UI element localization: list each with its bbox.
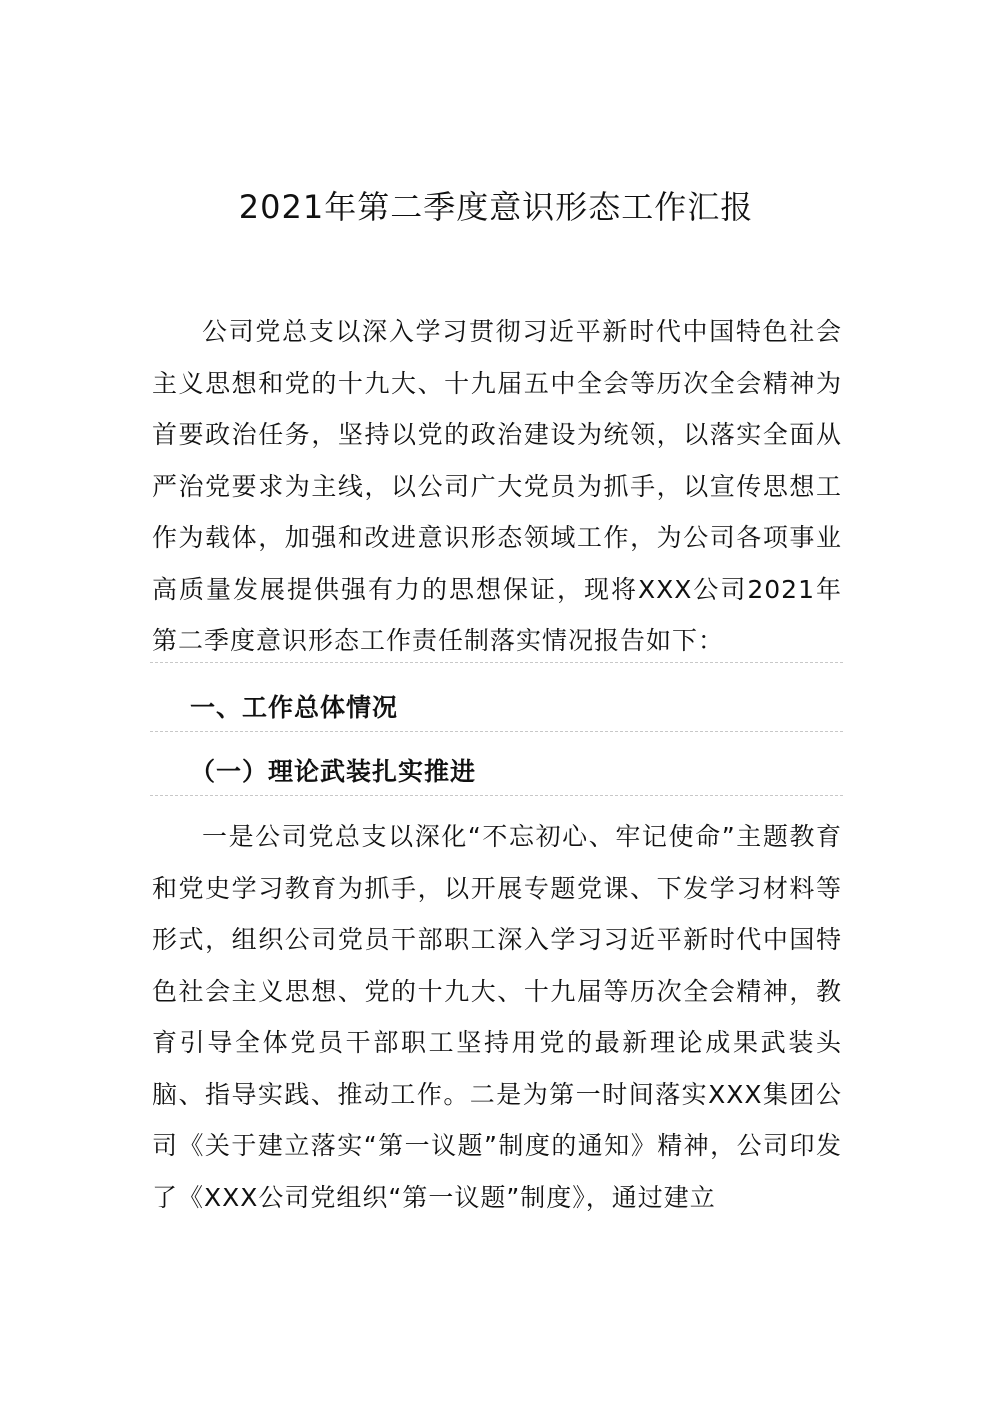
- subsection-heading: （一）理论武装扎实推进: [190, 757, 477, 786]
- body-paragraph: 一是公司党总支以深化“不忘初心、牢记使命”主题教育和党史学习教育为抓手，以开展专题党课、下发学习材料等形式，组织公司党员干部职工深入学习习近平新时代中国特色社会主义思想、党的十九大、十九届等历次全会精神，教育引导全体党员干部职工坚持用党的最新理论成果武装头脑、指导实践、推动工作。二是为第一时间落实XXX集团公司《关于建立落实“第一议题”制度的通知》精神，公司印发了《XXX公司党组织“第一议题”制度》，通过建立: [152, 822, 842, 1212]
- document-title: 2021年第二季度意识形态工作汇报: [238, 188, 754, 227]
- section-heading: 一、工作总体情况: [190, 693, 399, 722]
- intro-paragraph: 公司党总支以深入学习贯彻习近平新时代中国特色社会主义思想和党的十九大、十九届五中全会等历次全会精神为首要政治任务，坚持以党的政治建设为统领，以落实全面从严治党要求为主线，以公司广大党员为抓手，以宣传思想工作为载体，加强和改进意识形态领域工作，为公司各项事业高质量发展提供强有力的思想保证，现将XXX公司2021年第二季度意识形态工作责任制落实情况报告如下：: [152, 317, 842, 655]
- paragraph-divider: [150, 662, 843, 663]
- paragraph-divider: [150, 795, 843, 796]
- paragraph-divider: [150, 731, 843, 732]
